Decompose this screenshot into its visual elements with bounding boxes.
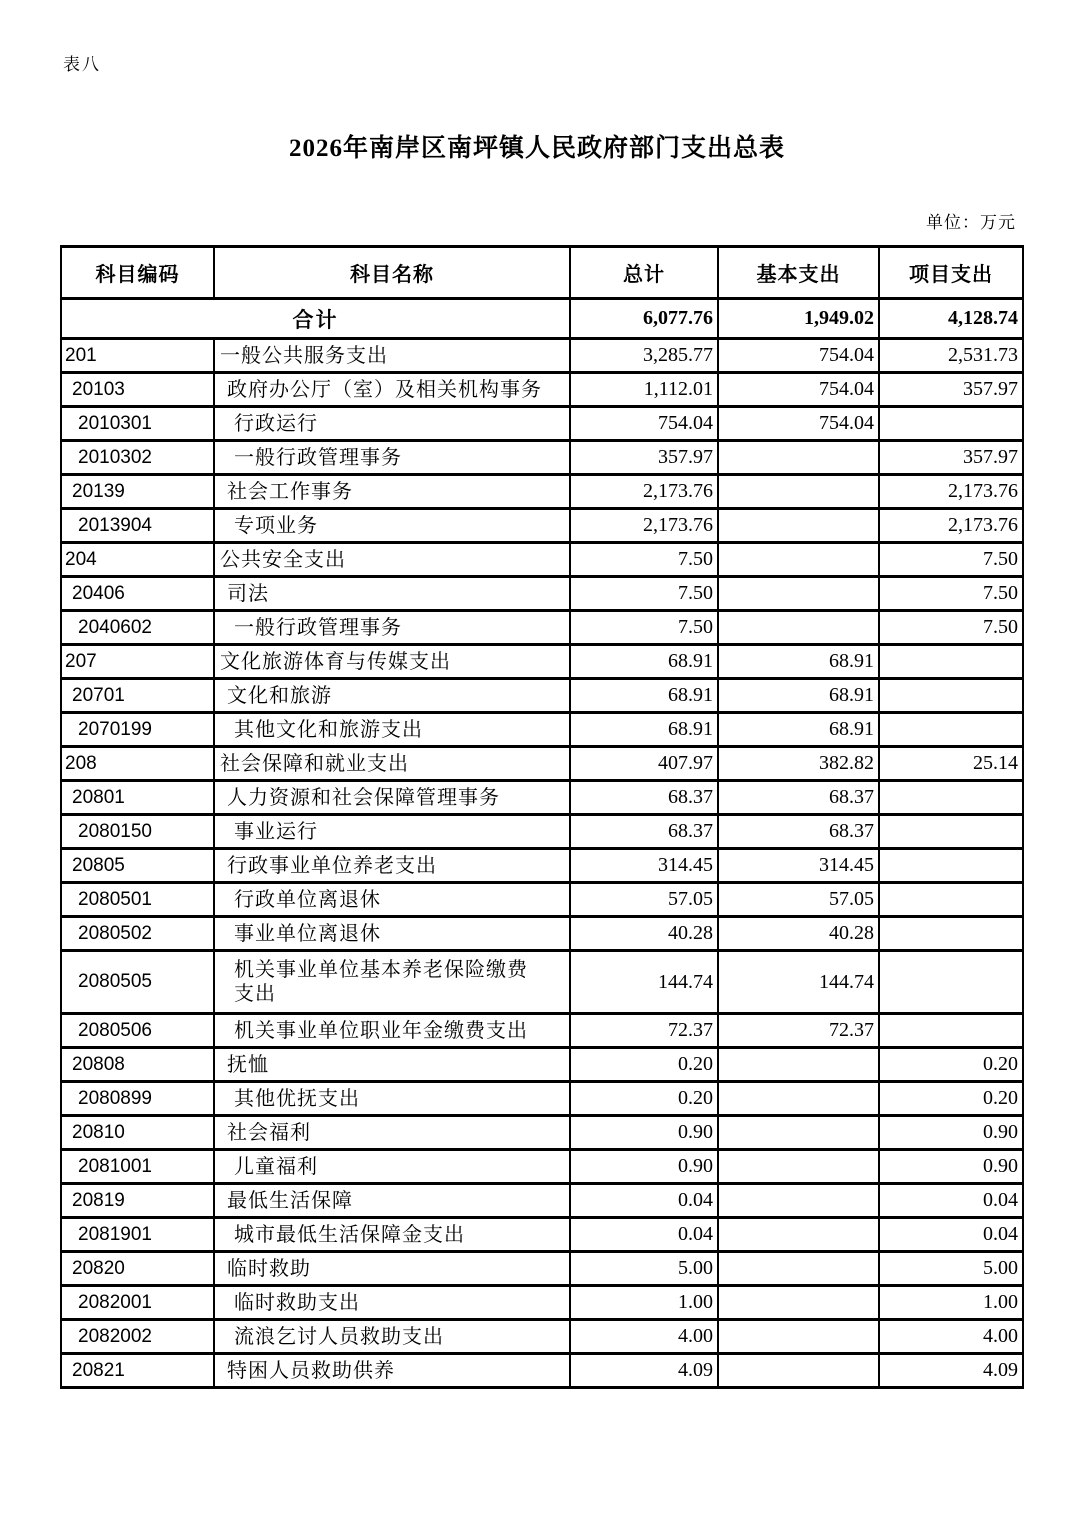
subject-code-cell: 20819 xyxy=(61,1184,214,1218)
table-row xyxy=(61,339,1023,373)
grand-total-label: 合计 xyxy=(61,299,570,339)
basic-spending-cell xyxy=(718,1286,879,1320)
table-row xyxy=(61,1014,1023,1048)
project-spending-cell: 0.20 xyxy=(879,1048,1023,1082)
table-row xyxy=(61,1354,1023,1388)
project-spending-cell: 2,531.73 xyxy=(879,339,1023,373)
table-row xyxy=(61,679,1023,713)
subject-code-cell: 204 xyxy=(61,543,214,577)
table-row xyxy=(61,577,1023,611)
subject-code-cell: 20820 xyxy=(61,1252,214,1286)
basic-spending-cell: 144.74 xyxy=(718,951,879,1014)
table-row xyxy=(61,883,1023,917)
subject-name-cell: 文化旅游体育与传媒支出 xyxy=(214,645,570,679)
subject-code-cell: 20139 xyxy=(61,475,214,509)
basic-spending-cell xyxy=(718,577,879,611)
column-header-subject-code: 科目编码 xyxy=(61,247,214,299)
column-header-project-spending: 项目支出 xyxy=(879,247,1023,299)
table-row xyxy=(61,1150,1023,1184)
total-cell: 2,173.76 xyxy=(570,475,718,509)
table-row xyxy=(61,1320,1023,1354)
project-spending-cell xyxy=(879,1014,1023,1048)
basic-spending-cell xyxy=(718,1320,879,1354)
unit-note: 单位：万元 xyxy=(926,213,1016,232)
table-row xyxy=(61,951,1023,1014)
subject-code-cell: 20701 xyxy=(61,679,214,713)
subject-code-cell: 2082002 xyxy=(61,1320,214,1354)
project-spending-cell: 7.50 xyxy=(879,611,1023,645)
total-cell: 68.37 xyxy=(570,781,718,815)
total-cell: 144.74 xyxy=(570,951,718,1014)
table-row xyxy=(61,407,1023,441)
basic-spending-cell xyxy=(718,1150,879,1184)
subject-code-cell: 2070199 xyxy=(61,713,214,747)
subject-name-cell: 事业运行 xyxy=(214,815,570,849)
project-spending-cell: 2,173.76 xyxy=(879,475,1023,509)
basic-spending-cell xyxy=(718,543,879,577)
table-row xyxy=(61,1218,1023,1252)
table-row xyxy=(61,611,1023,645)
project-spending-cell xyxy=(879,713,1023,747)
table-row xyxy=(61,1286,1023,1320)
grand-total-project-cell: 4,128.74 xyxy=(879,299,1023,339)
project-spending-cell: 0.04 xyxy=(879,1184,1023,1218)
project-spending-cell: 0.90 xyxy=(879,1150,1023,1184)
column-header-subject-name: 科目名称 xyxy=(214,247,570,299)
basic-spending-cell xyxy=(718,475,879,509)
total-cell: 0.04 xyxy=(570,1184,718,1218)
grand-total-total-cell: 6,077.76 xyxy=(570,299,718,339)
subject-code-cell: 2080502 xyxy=(61,917,214,951)
project-spending-cell: 1.00 xyxy=(879,1286,1023,1320)
table-row xyxy=(61,373,1023,407)
subject-name-cell: 儿童福利 xyxy=(214,1150,570,1184)
basic-spending-cell: 68.91 xyxy=(718,645,879,679)
basic-spending-cell: 754.04 xyxy=(718,373,879,407)
total-cell: 68.91 xyxy=(570,679,718,713)
total-cell: 407.97 xyxy=(570,747,718,781)
table-row xyxy=(61,781,1023,815)
basic-spending-cell xyxy=(718,1048,879,1082)
subject-name-cell: 其他优抚支出 xyxy=(214,1082,570,1116)
subject-code-cell: 2010301 xyxy=(61,407,214,441)
table-row xyxy=(61,1184,1023,1218)
project-spending-cell: 7.50 xyxy=(879,577,1023,611)
subject-code-cell: 2081901 xyxy=(61,1218,214,1252)
project-spending-cell xyxy=(879,645,1023,679)
subject-name-cell: 公共安全支出 xyxy=(214,543,570,577)
project-spending-cell: 25.14 xyxy=(879,747,1023,781)
page-title: 2026年南岸区南坪镇人民政府部门支出总表 xyxy=(288,135,785,162)
table-row xyxy=(61,917,1023,951)
subject-code-cell: 20103 xyxy=(61,373,214,407)
subject-code-cell: 2082001 xyxy=(61,1286,214,1320)
table-row xyxy=(61,1116,1023,1150)
subject-name-cell: 抚恤 xyxy=(214,1048,570,1082)
subject-code-cell: 2010302 xyxy=(61,441,214,475)
subject-name-cell: 最低生活保障 xyxy=(214,1184,570,1218)
basic-spending-cell: 754.04 xyxy=(718,339,879,373)
total-cell: 57.05 xyxy=(570,883,718,917)
grand-total-row xyxy=(61,299,1023,339)
total-cell: 2,173.76 xyxy=(570,509,718,543)
table-body xyxy=(61,299,1023,1388)
basic-spending-cell xyxy=(718,611,879,645)
header-row xyxy=(61,247,1023,299)
table-row xyxy=(61,543,1023,577)
total-cell: 0.04 xyxy=(570,1218,718,1252)
basic-spending-cell xyxy=(718,441,879,475)
subject-name-cell: 专项业务 xyxy=(214,509,570,543)
total-cell: 357.97 xyxy=(570,441,718,475)
basic-spending-cell: 314.45 xyxy=(718,849,879,883)
basic-spending-cell: 68.91 xyxy=(718,679,879,713)
subject-code-cell: 2013904 xyxy=(61,509,214,543)
basic-spending-cell xyxy=(718,1082,879,1116)
table-row xyxy=(61,475,1023,509)
table-row xyxy=(61,645,1023,679)
project-spending-cell: 357.97 xyxy=(879,373,1023,407)
subject-code-cell: 2040602 xyxy=(61,611,214,645)
subject-code-cell: 2080506 xyxy=(61,1014,214,1048)
basic-spending-cell: 382.82 xyxy=(718,747,879,781)
subject-code-cell: 20821 xyxy=(61,1354,214,1388)
project-spending-cell xyxy=(879,407,1023,441)
total-cell: 40.28 xyxy=(570,917,718,951)
total-cell: 7.50 xyxy=(570,577,718,611)
project-spending-cell: 4.09 xyxy=(879,1354,1023,1388)
column-header-total: 总计 xyxy=(570,247,718,299)
subject-name-cell: 社会福利 xyxy=(214,1116,570,1150)
basic-spending-cell: 754.04 xyxy=(718,407,879,441)
total-cell: 5.00 xyxy=(570,1252,718,1286)
subject-code-cell: 201 xyxy=(61,339,214,373)
project-spending-cell: 4.00 xyxy=(879,1320,1023,1354)
subject-code-cell: 2080150 xyxy=(61,815,214,849)
project-spending-cell: 2,173.76 xyxy=(879,509,1023,543)
subject-name-cell: 政府办公厅（室）及相关机构事务 xyxy=(214,373,570,407)
subject-name-cell: 一般公共服务支出 xyxy=(214,339,570,373)
subject-name-cell: 社会工作事务 xyxy=(214,475,570,509)
total-cell: 7.50 xyxy=(570,611,718,645)
subject-name-cell: 司法 xyxy=(214,577,570,611)
subject-code-cell: 20805 xyxy=(61,849,214,883)
basic-spending-cell: 68.37 xyxy=(718,815,879,849)
project-spending-cell xyxy=(879,849,1023,883)
total-cell: 0.90 xyxy=(570,1116,718,1150)
table-row xyxy=(61,815,1023,849)
table-row xyxy=(61,849,1023,883)
table-row xyxy=(61,747,1023,781)
subject-name-cell: 临时救助支出 xyxy=(214,1286,570,1320)
subject-code-cell: 20406 xyxy=(61,577,214,611)
subject-code-cell: 20808 xyxy=(61,1048,214,1082)
subject-name-cell: 其他文化和旅游支出 xyxy=(214,713,570,747)
subject-name-cell: 社会保障和就业支出 xyxy=(214,747,570,781)
project-spending-cell: 0.04 xyxy=(879,1218,1023,1252)
table-row xyxy=(61,509,1023,543)
project-spending-cell: 0.20 xyxy=(879,1082,1023,1116)
subject-code-cell: 2080899 xyxy=(61,1082,214,1116)
total-cell: 68.91 xyxy=(570,645,718,679)
table-row xyxy=(61,1048,1023,1082)
column-header-basic-spending: 基本支出 xyxy=(718,247,879,299)
subject-name-cell: 临时救助 xyxy=(214,1252,570,1286)
total-cell: 754.04 xyxy=(570,407,718,441)
table-row xyxy=(61,1252,1023,1286)
subject-name-cell: 机关事业单位职业年金缴费支出 xyxy=(214,1014,570,1048)
project-spending-cell xyxy=(879,679,1023,713)
subject-name-cell: 行政单位离退休 xyxy=(214,883,570,917)
subject-code-cell: 2080501 xyxy=(61,883,214,917)
project-spending-cell xyxy=(879,883,1023,917)
basic-spending-cell: 57.05 xyxy=(718,883,879,917)
subject-code-cell: 207 xyxy=(61,645,214,679)
subject-name-cell: 城市最低生活保障金支出 xyxy=(214,1218,570,1252)
subject-name-cell: 行政运行 xyxy=(214,407,570,441)
basic-spending-cell xyxy=(718,1354,879,1388)
subject-name-cell: 事业单位离退休 xyxy=(214,917,570,951)
table-header xyxy=(61,247,1023,299)
basic-spending-cell xyxy=(718,1252,879,1286)
subject-name-cell: 机关事业单位基本养老保险缴费支出 xyxy=(214,951,570,1014)
subject-code-cell: 2081001 xyxy=(61,1150,214,1184)
project-spending-cell xyxy=(879,781,1023,815)
total-cell: 0.20 xyxy=(570,1082,718,1116)
project-spending-cell xyxy=(879,917,1023,951)
basic-spending-cell: 68.37 xyxy=(718,781,879,815)
subject-name-cell: 文化和旅游 xyxy=(214,679,570,713)
subject-name-cell: 人力资源和社会保障管理事务 xyxy=(214,781,570,815)
project-spending-cell: 7.50 xyxy=(879,543,1023,577)
basic-spending-cell xyxy=(718,1116,879,1150)
grand-total-basic-cell: 1,949.02 xyxy=(718,299,879,339)
table-row xyxy=(61,713,1023,747)
table-row xyxy=(61,1082,1023,1116)
subject-code-cell: 208 xyxy=(61,747,214,781)
basic-spending-cell: 40.28 xyxy=(718,917,879,951)
subject-name-cell: 一般行政管理事务 xyxy=(214,611,570,645)
table-row xyxy=(61,441,1023,475)
subject-name-cell: 一般行政管理事务 xyxy=(214,441,570,475)
basic-spending-cell xyxy=(718,1184,879,1218)
total-cell: 4.00 xyxy=(570,1320,718,1354)
subject-name-cell: 行政事业单位养老支出 xyxy=(214,849,570,883)
expenditure-summary-table xyxy=(60,245,1024,1389)
total-cell: 4.09 xyxy=(570,1354,718,1388)
subject-code-cell: 20810 xyxy=(61,1116,214,1150)
total-cell: 0.90 xyxy=(570,1150,718,1184)
basic-spending-cell xyxy=(718,509,879,543)
basic-spending-cell xyxy=(718,1218,879,1252)
project-spending-cell xyxy=(879,951,1023,1014)
total-cell: 0.20 xyxy=(570,1048,718,1082)
subject-name-cell: 特困人员救助供养 xyxy=(214,1354,570,1388)
basic-spending-cell: 68.91 xyxy=(718,713,879,747)
project-spending-cell: 0.90 xyxy=(879,1116,1023,1150)
total-cell: 1.00 xyxy=(570,1286,718,1320)
subject-name-cell: 流浪乞讨人员救助支出 xyxy=(214,1320,570,1354)
total-cell: 1,112.01 xyxy=(570,373,718,407)
basic-spending-cell: 72.37 xyxy=(718,1014,879,1048)
total-cell: 7.50 xyxy=(570,543,718,577)
total-cell: 314.45 xyxy=(570,849,718,883)
project-spending-cell: 5.00 xyxy=(879,1252,1023,1286)
total-cell: 68.37 xyxy=(570,815,718,849)
total-cell: 72.37 xyxy=(570,1014,718,1048)
subject-code-cell: 20801 xyxy=(61,781,214,815)
project-spending-cell: 357.97 xyxy=(879,441,1023,475)
subject-code-cell: 2080505 xyxy=(61,951,214,1014)
total-cell: 3,285.77 xyxy=(570,339,718,373)
project-spending-cell xyxy=(879,815,1023,849)
total-cell: 68.91 xyxy=(570,713,718,747)
table-number-label: 表八 xyxy=(63,55,101,74)
